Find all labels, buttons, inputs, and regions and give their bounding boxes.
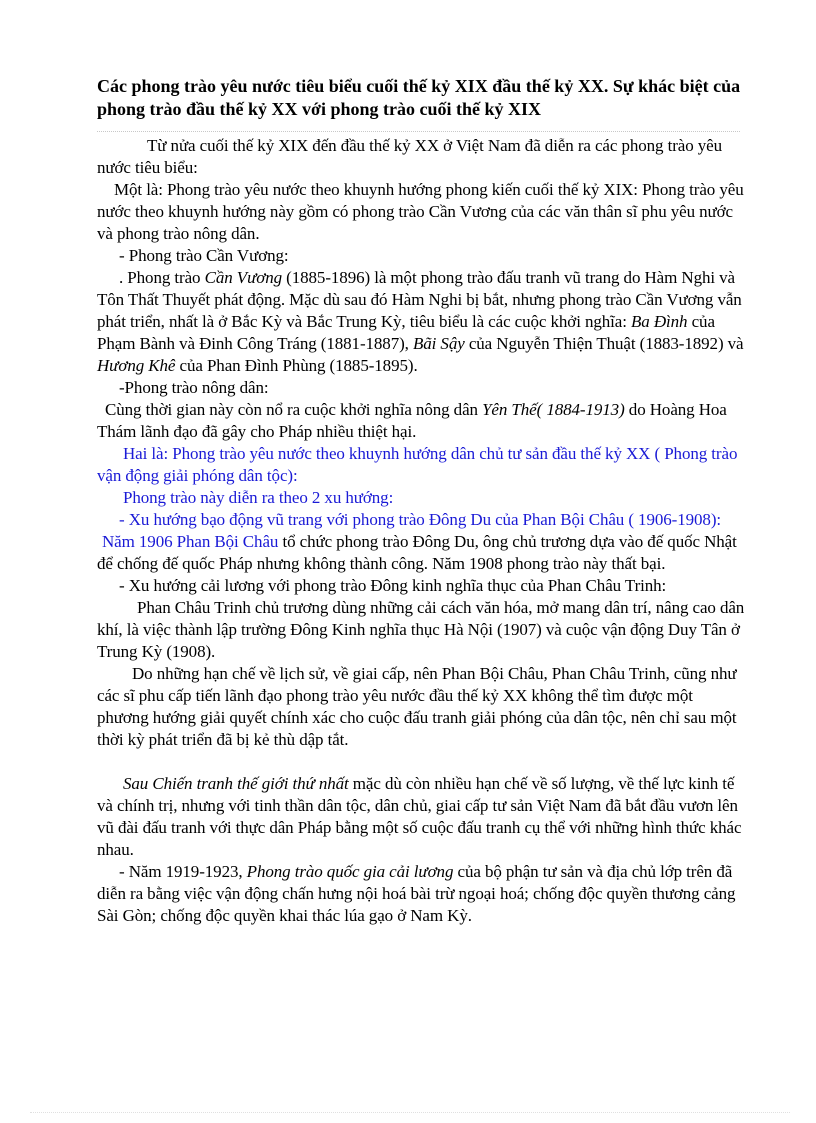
heading-can-vuong: - Phong trào Cần Vương: [119,246,289,265]
title-divider [97,131,740,132]
paragraph-yen-the: Cùng thời gian này còn nổ ra cuộc khởi nghĩa nông dân Yên Thế( 1884-1913) do Hoàng Hoa Thám lãnh đạo đã gây cho Pháp nhiều thiệt hại. [97,400,727,441]
document-title: Các phong trào yêu nước tiêu biểu cuối thế kỷ XIX đầu thế kỷ XX. Sự khác biệt của phong trào đầu thế kỷ XX với phong trào cuối thế kỷ XIX [97,76,741,119]
heading-dong-kinh: - Xu hướng cải lương với phong trào Đông kinh nghĩa thục của Phan Châu Trinh: [119,576,667,595]
paragraph-han-che: Do những hạn chế về lịch sử, về giai cấp, nên Phan Bội Châu, Phan Châu Trinh, cũng như các sĩ phu cấp tiến lãnh đạo phong trào yêu nước đầu thế kỷ XX không thể tìm được một phương hướng giải quyết chính xác cho cuộc đấu tranh giải phóng của dân tộc, nên chỉ sau một thời kỳ phát triển đã bị kẻ thù dập tắt. [97,664,737,749]
document-body [97,135,747,927]
page-bottom-divider [30,1112,790,1113]
paragraph-1919-1923: - Năm 1919-1923, Phong trào quốc gia cải lương của bộ phận tư sản và địa chủ lớp trên đã diễn ra bằng việc vận động chấn hưng nội hoá bài trừ ngoại hoá; chống độc quyền thương cảng Sài Gòn; chống độc quyền khai thác lúa gạo ở Nam Kỳ. [97,862,736,925]
heading-nong-dan: -Phong trào nông dân: [119,378,269,397]
paragraph-can-vuong: . Phong trào Cần Vương (1885-1896) là một phong trào đấu tranh vũ trang do Hàm Nghi và Tôn Thất Thuyết phát động. Mặc dù sau đó Hàm Nghi bị bắt, nhưng phong trào Cần Vương vẫn phát triển, nhất là ở Bắc Kỳ và Bắc Trung Kỳ, tiêu biểu là các cuộc khởi nghĩa: Ba Đình của Phạm Bành và Đinh Công Tráng (1881-1887), Bãi Sậy của Nguyễn Thiện Thuật (1883-1892) và Hương Khê của Phan Đình Phùng (1885-1895). [97,268,744,375]
paragraph-dong-du: Năm 1906 Phan Bội Châu tổ chức phong trào Đông Du, ông chủ trương dựa vào đế quốc Nhật để chống đế quốc Pháp nhưng không thành công. Năm 1908 phong trào này thất bại. [97,532,737,573]
heading-dong-du: - Xu hướng bạo động vũ trang với phong trào Đông Du của Phan Bội Châu ( 1906-1908): [119,510,722,529]
paragraph-phan-chau-trinh: Phan Châu Trinh chủ trương dùng những cải cách văn hóa, mở mang dân trí, nâng cao dân khí, là việc thành lập trường Đông Kinh nghĩa thục Hà Nội (1907) và cuộc vận động Duy Tân ở Trung Kỳ (1908). [97,598,745,661]
intro-paragraph: Từ nửa cuối thế kỷ XIX đến đầu thế kỷ XX ở Việt Nam đã diễn ra các phong trào yêu nước tiêu biểu: [97,136,723,177]
paragraph-mot-la: Một là: Phong trào yêu nước theo khuynh hướng phong kiến cuối thế kỷ XIX: Phong trào yêu nước theo khuynh hướng này gồm có phong trào Cần Vương của các văn thân sĩ phu yêu nước và phong trào nông dân. [97,180,744,243]
paragraph-spacer [97,751,747,773]
paragraph-hai-la: Hai là: Phong trào yêu nước theo khuynh hướng dân chủ tư sản đầu thế kỷ XX ( Phong trào vận động giải phóng dân tộc): [97,444,738,485]
paragraph-sau-chien-tranh: Sau Chiến tranh thế giới thứ nhất mặc dù còn nhiều hạn chế về số lượng, về thế lực kinh tế và chính trị, nhưng với tinh thần dân tộc, dân chủ, giai cấp tư sản Việt Nam đã bắt đầu vươn lên vũ đài đấu tranh với thực dân Pháp bằng một số cuộc đấu tranh cụ thể với những hình thức khác nhau. [97,774,742,859]
paragraph-hai-xu-huong: Phong trào này diễn ra theo 2 xu hướng: [123,488,394,507]
